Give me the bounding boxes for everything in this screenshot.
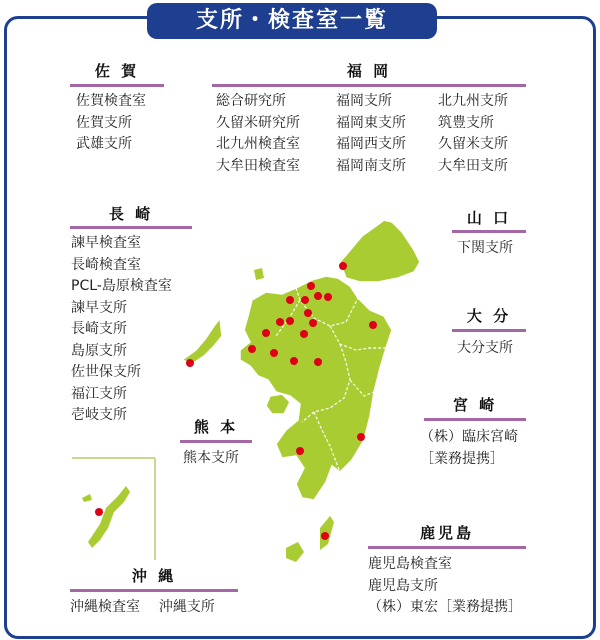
list-item: 福岡南支所 (336, 157, 406, 174)
region-divider-miyazaki (424, 418, 526, 421)
region-divider-fukuoka (212, 84, 526, 87)
office-marker (309, 319, 317, 327)
region-divider-yamaguchi (452, 230, 526, 233)
list-item: 下関支所 (457, 240, 513, 256)
office-marker (324, 293, 332, 301)
list-item: 大分支所 (457, 340, 513, 356)
list-item: 沖縄検査室 (70, 599, 140, 615)
region-divider-oita (452, 329, 526, 332)
region-title-oita: 大 分 (466, 307, 512, 325)
region-divider-kagoshima (368, 546, 526, 549)
page-title: 支所・検査室一覧 (147, 3, 437, 39)
region-list-fukuoka-col3 (438, 91, 508, 177)
list-item: PCL-島原検査室 (71, 278, 172, 294)
list-item: 佐賀検査室 (76, 93, 146, 109)
region-list-yamaguchi (457, 238, 513, 260)
region-list-kumamoto (183, 448, 239, 470)
list-item: 長崎支所 (71, 321, 127, 337)
region-title-yamaguchi: 山 口 (466, 209, 512, 227)
region-title-nagasaki: 長 崎 (108, 205, 154, 223)
list-item: 久留米支所 (438, 136, 508, 152)
office-marker (321, 532, 329, 540)
list-item: 諫早検査室 (71, 235, 141, 251)
list-item: 福岡支所 (336, 93, 392, 109)
region-title-okinawa: 沖 縄 (131, 567, 177, 585)
office-marker (357, 433, 365, 441)
okinawa-island (88, 486, 130, 548)
list-item: 大牟田支所 (438, 157, 508, 174)
office-marker (314, 292, 322, 300)
list-item: 島原支所 (71, 342, 127, 359)
list-item: 武雄支所 (76, 136, 132, 152)
list-item: 総合研究所 (216, 93, 286, 109)
list-item: 鹿児島検査室 (368, 556, 452, 572)
region-title-saga: 佐 賀 (94, 62, 140, 80)
list-item: 筑豊支所 (438, 114, 494, 131)
list-item: 久留米研究所 (216, 114, 300, 131)
office-marker (262, 329, 270, 337)
office-marker (286, 317, 294, 325)
yamaguchi-landmass (340, 220, 420, 282)
list-item: 鹿児島支所 (368, 577, 438, 594)
region-list-fukuoka-col1 (216, 91, 300, 177)
office-marker (95, 508, 103, 516)
region-divider-kumamoto (180, 440, 252, 443)
region-list-fukuoka-col2 (336, 91, 406, 177)
list-item: 福江支所 (71, 385, 127, 402)
region-title-kumamoto: 熊 本 (193, 418, 239, 436)
region-title-kagoshima: 鹿児島 (419, 524, 474, 542)
list-item: ［業務提携］ (420, 450, 504, 467)
office-marker (307, 282, 315, 290)
region-divider-nagasaki (70, 226, 192, 229)
region-divider-okinawa (70, 589, 238, 592)
region-list-saga (76, 91, 146, 156)
list-item: 熊本支所 (183, 450, 239, 466)
office-marker (369, 321, 377, 329)
region-title-miyazaki: 宮 崎 (452, 396, 498, 414)
office-marker (296, 447, 304, 455)
list-item: 佐賀支所 (76, 114, 132, 131)
list-item: 沖縄支所 (158, 599, 215, 615)
office-marker (270, 349, 278, 357)
yakushima-island (286, 542, 304, 562)
list-item: 北九州支所 (438, 93, 508, 109)
region-list-okinawa (70, 597, 215, 619)
list-item: 北九州検査室 (216, 136, 300, 152)
office-marker (248, 345, 256, 353)
okinawa-islet (82, 494, 92, 502)
list-item: 長崎検査室 (71, 256, 141, 273)
region-list-miyazaki (420, 427, 518, 470)
region-title-fukuoka: 福 岡 (346, 62, 392, 80)
region-list-oita (457, 338, 513, 360)
list-item: 壱岐支所 (71, 407, 127, 423)
office-marker (276, 318, 284, 326)
region-list-kagoshima (368, 554, 522, 619)
list-item: 福岡東支所 (336, 114, 406, 131)
region-divider-saga (70, 84, 164, 87)
office-marker (304, 309, 312, 317)
iki-island (254, 268, 264, 280)
region-list-nagasaki (71, 233, 172, 427)
list-item: 諫早支所 (71, 299, 127, 316)
office-marker (300, 330, 308, 338)
list-item: （株）東宏［業務提携］ (368, 599, 522, 615)
office-marker (301, 296, 309, 304)
list-item: 福岡西支所 (336, 136, 406, 152)
office-marker (290, 357, 298, 365)
goto-islands (182, 318, 222, 364)
office-marker (286, 296, 294, 304)
list-item: （株）臨床宮崎 (420, 429, 518, 445)
office-marker (314, 358, 322, 366)
list-item: 大牟田検査室 (216, 157, 300, 174)
kyushu-landmass (240, 276, 392, 500)
amakusa-island (266, 394, 290, 414)
office-marker (186, 359, 194, 367)
office-marker (339, 262, 347, 270)
list-item: 佐世保支所 (71, 364, 141, 380)
